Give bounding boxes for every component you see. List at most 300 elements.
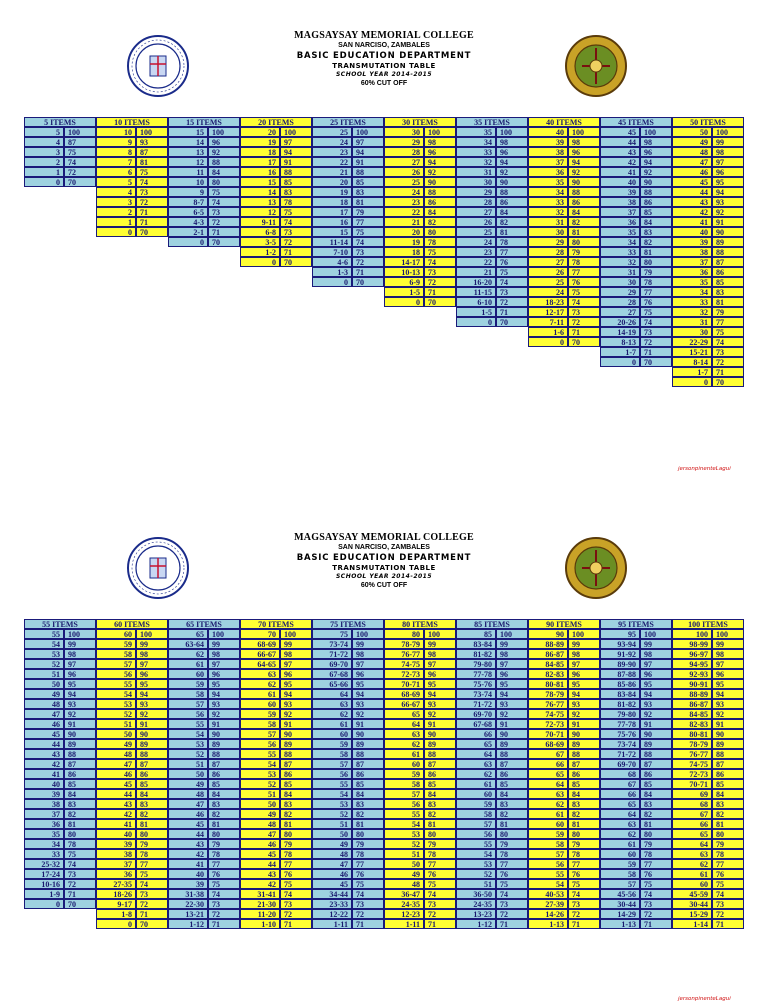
raw-score-cell: 0 [528, 337, 568, 347]
transmuted-grade-cell: 71 [496, 919, 528, 929]
transmuted-grade-cell: 72 [424, 277, 456, 287]
raw-score-cell: 48 [312, 849, 352, 859]
raw-score-cell: 67-68 [312, 669, 352, 679]
transmuted-grade-cell: 78 [568, 257, 600, 267]
transmuted-grade-cell: 70 [280, 257, 312, 267]
raw-score-cell: 25 [456, 227, 496, 237]
transmuted-grade-cell: 78 [640, 849, 672, 859]
raw-score-cell: 77-78 [456, 669, 496, 679]
raw-score-cell: 52 [384, 839, 424, 849]
raw-score-cell: 82-83 [672, 719, 712, 729]
raw-score-cell: 29 [456, 187, 496, 197]
transmuted-grade-cell: 82 [640, 237, 672, 247]
raw-score-cell: 54 [312, 789, 352, 799]
raw-score-cell: 1-6 [528, 327, 568, 337]
transmuted-grade-cell: 98 [712, 147, 744, 157]
transmuted-grade-cell: 79 [568, 839, 600, 849]
raw-score-cell: 45 [240, 849, 280, 859]
raw-score-cell: 57 [312, 759, 352, 769]
raw-score-cell: 59 [240, 709, 280, 719]
transmuted-grade-cell: 81 [568, 227, 600, 237]
transmuted-grade-cell: 95 [496, 679, 528, 689]
transmuted-grade-cell: 94 [280, 689, 312, 699]
raw-score-cell: 50 [384, 859, 424, 869]
raw-score-cell: 79-80 [600, 709, 640, 719]
raw-score-cell: 78-79 [384, 639, 424, 649]
transmuted-grade-cell: 85 [424, 779, 456, 789]
transmuted-grade-cell: 79 [568, 247, 600, 257]
raw-score-cell: 4-6 [312, 257, 352, 267]
transmuted-grade-cell: 72 [208, 909, 240, 919]
raw-score-cell: 50 [24, 679, 64, 689]
raw-score-cell: 51 [384, 849, 424, 859]
raw-score-cell: 35 [672, 277, 712, 287]
raw-score-cell: 51 [24, 669, 64, 679]
transmuted-grade-cell: 76 [568, 869, 600, 879]
raw-score-cell: 43 [168, 839, 208, 849]
raw-score-cell: 22 [384, 207, 424, 217]
transmuted-grade-cell: 98 [640, 649, 672, 659]
raw-score-cell: 25-32 [24, 859, 64, 869]
transmuted-grade-cell: 76 [280, 869, 312, 879]
raw-score-cell: 63 [384, 729, 424, 739]
transmuted-grade-cell: 75 [280, 879, 312, 889]
raw-score-cell: 0 [600, 357, 640, 367]
raw-score-cell: 34-44 [312, 889, 352, 899]
raw-score-cell: 37 [528, 157, 568, 167]
transmuted-grade-cell: 71 [712, 919, 744, 929]
raw-score-cell: 22-29 [672, 337, 712, 347]
transmuted-grade-cell: 94 [496, 689, 528, 699]
transmuted-grade-cell: 88 [208, 157, 240, 167]
raw-score-cell: 68-69 [384, 689, 424, 699]
cutoff-label: 60% CUT OFF [360, 582, 408, 589]
raw-score-cell: 74-75 [528, 709, 568, 719]
raw-score-cell: 33 [672, 297, 712, 307]
transmuted-grade-cell: 97 [280, 137, 312, 147]
transmuted-grade-cell: 94 [352, 147, 384, 157]
raw-score-cell: 45-56 [600, 889, 640, 899]
transmuted-grade-cell: 74 [424, 889, 456, 899]
transmuted-grade-cell: 74 [712, 889, 744, 899]
raw-score-cell: 36 [672, 267, 712, 277]
raw-score-cell: 14 [240, 187, 280, 197]
raw-score-cell: 60 [312, 729, 352, 739]
transmuted-grade-cell: 89 [280, 739, 312, 749]
department-name: BASIC EDUCATION DEPARTMENT [296, 51, 472, 61]
transmuted-grade-cell: 81 [280, 819, 312, 829]
raw-score-cell: 10-13 [384, 267, 424, 277]
transmuted-grade-cell: 72 [640, 337, 672, 347]
raw-score-cell: 21 [456, 267, 496, 277]
raw-score-cell: 48 [240, 819, 280, 829]
raw-score-cell: 46 [672, 167, 712, 177]
raw-score-cell: 86-87 [528, 649, 568, 659]
transmuted-grade-cell: 76 [640, 869, 672, 879]
raw-score-cell: 58 [384, 779, 424, 789]
transmuted-grade-cell: 96 [64, 669, 96, 679]
transmuted-grade-cell: 93 [712, 197, 744, 207]
transmuted-grade-cell: 98 [136, 649, 168, 659]
raw-score-cell: 36 [600, 217, 640, 227]
transmuted-grade-cell: 80 [424, 829, 456, 839]
raw-score-cell: 14-26 [528, 909, 568, 919]
raw-score-cell: 34 [456, 137, 496, 147]
transmuted-grade-cell: 80 [640, 257, 672, 267]
transmuted-grade-cell: 84 [568, 789, 600, 799]
transmuted-grade-cell: 70 [136, 919, 168, 929]
column-header: 95 ITEMS [600, 619, 672, 629]
transmuted-grade-cell: 97 [712, 157, 744, 167]
transmuted-grade-cell: 98 [280, 649, 312, 659]
raw-score-cell: 25 [384, 177, 424, 187]
transmuted-grade-cell: 85 [208, 779, 240, 789]
transmuted-grade-cell: 73 [424, 899, 456, 909]
raw-score-cell: 38 [96, 849, 136, 859]
transmuted-grade-cell: 72 [496, 297, 528, 307]
raw-score-cell: 30 [456, 177, 496, 187]
transmuted-grade-cell: 87 [136, 759, 168, 769]
transmuted-grade-cell: 92 [424, 167, 456, 177]
raw-score-cell: 39 [24, 789, 64, 799]
raw-score-cell: 56 [528, 859, 568, 869]
transmuted-grade-cell: 75 [352, 879, 384, 889]
transmuted-grade-cell: 72 [712, 909, 744, 919]
transmuted-grade-cell: 73 [280, 899, 312, 909]
raw-score-cell: 43 [96, 799, 136, 809]
transmuted-grade-cell: 70 [640, 357, 672, 367]
transmuted-grade-cell: 74 [352, 889, 384, 899]
transmuted-grade-cell: 80 [136, 829, 168, 839]
transmuted-grade-cell: 95 [136, 679, 168, 689]
transmuted-grade-cell: 80 [568, 237, 600, 247]
transmuted-grade-cell: 94 [568, 157, 600, 167]
transmuted-grade-cell: 83 [208, 799, 240, 809]
table-title: TRANSMUTATION TABLE [332, 564, 436, 572]
raw-score-cell: 80-81 [528, 679, 568, 689]
raw-score-cell: 61 [456, 779, 496, 789]
transmuted-grade-cell: 96 [640, 147, 672, 157]
transmuted-grade-cell: 79 [352, 207, 384, 217]
transmuted-grade-cell: 95 [712, 679, 744, 689]
raw-score-cell: 55 [384, 809, 424, 819]
raw-score-cell: 55 [168, 719, 208, 729]
raw-score-cell: 4 [24, 137, 64, 147]
raw-score-cell: 42 [24, 759, 64, 769]
raw-score-cell: 6-9 [384, 277, 424, 287]
raw-score-cell: 1-10 [240, 919, 280, 929]
transmuted-grade-cell: 82 [496, 217, 528, 227]
transmuted-grade-cell: 88 [424, 187, 456, 197]
transmuted-grade-cell: 72 [352, 909, 384, 919]
raw-score-cell: 65 [672, 829, 712, 839]
transmuted-grade-cell: 81 [496, 227, 528, 237]
raw-score-cell: 61 [600, 839, 640, 849]
transmuted-grade-cell: 91 [64, 719, 96, 729]
author-credit: jersonpinenteLagui [678, 996, 731, 1002]
raw-score-cell: 56 [168, 709, 208, 719]
transmuted-grade-cell: 71 [712, 367, 744, 377]
raw-score-cell: 30-44 [600, 899, 640, 909]
column-header: 25 ITEMS [312, 117, 384, 127]
transmuted-grade-cell: 75 [136, 869, 168, 879]
raw-score-cell: 61 [168, 659, 208, 669]
raw-score-cell: 88-89 [528, 639, 568, 649]
raw-score-cell: 12-22 [312, 909, 352, 919]
transmuted-grade-cell: 85 [352, 177, 384, 187]
transmuted-grade-cell: 84 [568, 207, 600, 217]
transmuted-grade-cell: 87 [208, 759, 240, 769]
raw-score-cell: 24-35 [384, 899, 424, 909]
transmuted-grade-cell: 79 [352, 839, 384, 849]
transmuted-grade-cell: 80 [208, 177, 240, 187]
raw-score-cell: 22 [312, 157, 352, 167]
transmuted-grade-cell: 95 [568, 679, 600, 689]
raw-score-cell: 40 [96, 829, 136, 839]
transmuted-grade-cell: 72 [280, 909, 312, 919]
raw-score-cell: 64 [456, 749, 496, 759]
raw-score-cell: 18 [312, 197, 352, 207]
raw-score-cell: 57 [528, 849, 568, 859]
raw-score-cell: 2 [96, 207, 136, 217]
raw-score-cell: 80-81 [672, 729, 712, 739]
raw-score-cell: 66 [456, 729, 496, 739]
transmuted-grade-cell: 94 [640, 157, 672, 167]
transmuted-grade-cell: 72 [496, 909, 528, 919]
raw-score-cell: 44 [96, 789, 136, 799]
transmuted-grade-cell: 78 [424, 849, 456, 859]
transmuted-grade-cell: 79 [712, 839, 744, 849]
transmuted-grade-cell: 88 [568, 749, 600, 759]
transmuted-grade-cell: 81 [712, 297, 744, 307]
raw-score-cell: 34 [24, 839, 64, 849]
raw-score-cell: 1 [96, 217, 136, 227]
transmuted-grade-cell: 97 [496, 659, 528, 669]
raw-score-cell: 5 [24, 127, 64, 137]
raw-score-cell: 0 [24, 899, 64, 909]
raw-score-cell: 52 [24, 659, 64, 669]
transmuted-grade-cell: 99 [64, 639, 96, 649]
transmuted-grade-cell: 76 [496, 869, 528, 879]
raw-score-cell: 43 [24, 749, 64, 759]
transmuted-grade-cell: 91 [640, 719, 672, 729]
transmuted-grade-cell: 92 [64, 709, 96, 719]
transmuted-grade-cell: 85 [640, 779, 672, 789]
transmuted-grade-cell: 96 [136, 669, 168, 679]
transmuted-grade-cell: 72 [424, 909, 456, 919]
transmuted-grade-cell: 100 [640, 629, 672, 639]
transmuted-grade-cell: 83 [424, 799, 456, 809]
raw-score-cell: 27 [600, 307, 640, 317]
raw-score-cell: 36-50 [456, 889, 496, 899]
raw-score-cell: 68-69 [240, 639, 280, 649]
transmuted-grade-cell: 98 [424, 137, 456, 147]
raw-score-cell: 3-5 [240, 237, 280, 247]
transmuted-grade-cell: 87 [136, 147, 168, 157]
transmuted-grade-cell: 81 [568, 819, 600, 829]
transmuted-grade-cell: 76 [208, 869, 240, 879]
transmuted-grade-cell: 88 [64, 749, 96, 759]
transmuted-grade-cell: 72 [712, 357, 744, 367]
transmuted-grade-cell: 97 [136, 659, 168, 669]
raw-score-cell: 13 [168, 147, 208, 157]
transmuted-grade-cell: 89 [352, 739, 384, 749]
transmuted-grade-cell: 74 [640, 889, 672, 899]
transmuted-grade-cell: 84 [424, 207, 456, 217]
transmuted-grade-cell: 93 [136, 699, 168, 709]
raw-score-cell: 10-16 [24, 879, 64, 889]
raw-score-cell: 1-7 [600, 347, 640, 357]
raw-score-cell: 18 [384, 247, 424, 257]
transmuted-grade-cell: 94 [280, 147, 312, 157]
raw-score-cell: 26 [456, 217, 496, 227]
transmuted-grade-cell: 81 [136, 819, 168, 829]
raw-score-cell: 33 [456, 147, 496, 157]
transmuted-grade-cell: 71 [568, 919, 600, 929]
transmuted-grade-cell: 72 [64, 167, 96, 177]
raw-score-cell: 40 [528, 127, 568, 137]
raw-score-cell: 11 [168, 167, 208, 177]
raw-score-cell: 0 [168, 237, 208, 247]
raw-score-cell: 82-83 [528, 669, 568, 679]
transmuted-grade-cell: 93 [568, 699, 600, 709]
transmuted-grade-cell: 77 [352, 859, 384, 869]
raw-score-cell: 59 [96, 639, 136, 649]
raw-score-cell: 65 [456, 739, 496, 749]
raw-score-cell: 1 [24, 167, 64, 177]
raw-score-cell: 65 [384, 709, 424, 719]
raw-score-cell: 49 [96, 739, 136, 749]
transmuted-grade-cell: 100 [496, 629, 528, 639]
raw-score-cell: 49 [240, 809, 280, 819]
transmuted-grade-cell: 88 [280, 167, 312, 177]
raw-score-cell: 9-11 [240, 217, 280, 227]
raw-score-cell: 48 [672, 147, 712, 157]
raw-score-cell: 6-8 [240, 227, 280, 237]
raw-score-cell: 4 [96, 187, 136, 197]
raw-score-cell: 53 [168, 739, 208, 749]
transmuted-grade-cell: 88 [568, 187, 600, 197]
raw-score-cell: 14-29 [600, 909, 640, 919]
raw-score-cell: 63 [312, 699, 352, 709]
transmuted-grade-cell: 80 [568, 829, 600, 839]
raw-score-cell: 23 [384, 197, 424, 207]
raw-score-cell: 15-29 [672, 909, 712, 919]
raw-score-cell: 46 [168, 809, 208, 819]
raw-score-cell: 42 [96, 809, 136, 819]
transmuted-grade-cell: 78 [712, 849, 744, 859]
transmuted-grade-cell: 78 [640, 277, 672, 287]
raw-score-cell: 15 [312, 227, 352, 237]
transmuted-grade-cell: 86 [208, 769, 240, 779]
raw-score-cell: 26 [528, 267, 568, 277]
raw-score-cell: 54 [24, 639, 64, 649]
raw-score-cell: 31 [528, 217, 568, 227]
transmuted-grade-cell: 71 [136, 217, 168, 227]
raw-score-cell: 65-66 [312, 679, 352, 689]
raw-score-cell: 45 [24, 729, 64, 739]
raw-score-cell: 12 [240, 207, 280, 217]
transmuted-grade-cell: 88 [640, 187, 672, 197]
transmuted-grade-cell: 83 [352, 799, 384, 809]
transmuted-grade-cell: 73 [352, 899, 384, 909]
raw-score-cell: 62 [456, 769, 496, 779]
raw-score-cell: 42 [600, 157, 640, 167]
transmuted-grade-cell: 88 [712, 749, 744, 759]
transmuted-grade-cell: 95 [712, 177, 744, 187]
raw-score-cell: 7 [96, 157, 136, 167]
transmuted-grade-cell: 78 [496, 237, 528, 247]
transmuted-grade-cell: 91 [424, 719, 456, 729]
page-header [0, 502, 768, 589]
transmuted-grade-cell: 86 [64, 769, 96, 779]
raw-score-cell: 60 [168, 669, 208, 679]
raw-score-cell: 50 [312, 829, 352, 839]
raw-score-cell: 66 [600, 789, 640, 799]
raw-score-cell: 69 [672, 789, 712, 799]
transmuted-grade-cell: 84 [208, 167, 240, 177]
raw-score-cell: 24-35 [456, 899, 496, 909]
raw-score-cell: 27 [456, 207, 496, 217]
raw-score-cell: 62 [528, 799, 568, 809]
transmuted-grade-cell: 70 [64, 899, 96, 909]
raw-score-cell: 57 [96, 659, 136, 669]
raw-score-cell: 47 [240, 829, 280, 839]
raw-score-cell: 63 [240, 669, 280, 679]
raw-score-cell: 86-87 [672, 699, 712, 709]
raw-score-cell: 73-74 [312, 639, 352, 649]
raw-score-cell: 43 [240, 869, 280, 879]
raw-score-cell: 10 [168, 177, 208, 187]
raw-score-cell: 56 [240, 739, 280, 749]
raw-score-cell: 67 [528, 749, 568, 759]
raw-score-cell: 60 [240, 699, 280, 709]
raw-score-cell: 59 [168, 679, 208, 689]
transmuted-grade-cell: 85 [712, 277, 744, 287]
raw-score-cell: 36 [24, 819, 64, 829]
transmuted-grade-cell: 88 [712, 247, 744, 257]
transmuted-grade-cell: 71 [280, 247, 312, 257]
raw-score-cell: 20 [312, 177, 352, 187]
raw-score-cell: 1-8 [96, 909, 136, 919]
raw-score-cell: 0 [96, 227, 136, 237]
raw-score-cell: 63 [600, 819, 640, 829]
transmuted-grade-cell: 71 [208, 919, 240, 929]
transmuted-grade-cell: 97 [352, 137, 384, 147]
transmuted-grade-cell: 87 [280, 759, 312, 769]
transmuted-grade-cell: 74 [64, 157, 96, 167]
raw-score-cell: 27 [528, 257, 568, 267]
raw-score-cell: 38 [600, 197, 640, 207]
raw-score-cell: 0 [24, 177, 64, 187]
raw-score-cell: 11-14 [312, 237, 352, 247]
raw-score-cell: 48 [168, 789, 208, 799]
transmuted-grade-cell: 78 [64, 839, 96, 849]
raw-score-cell: 21-30 [240, 899, 280, 909]
transmuted-grade-cell: 79 [280, 839, 312, 849]
transmuted-grade-cell: 85 [352, 779, 384, 789]
transmuted-grade-cell: 83 [280, 799, 312, 809]
raw-score-cell: 55 [456, 839, 496, 849]
raw-score-cell: 73-74 [456, 689, 496, 699]
transmuted-grade-cell: 92 [496, 167, 528, 177]
transmuted-grade-cell: 94 [424, 689, 456, 699]
raw-score-cell: 66 [672, 819, 712, 829]
transmuted-grade-cell: 74 [208, 197, 240, 207]
transmuted-grade-cell: 82 [208, 809, 240, 819]
transmuted-grade-cell: 72 [280, 237, 312, 247]
raw-score-cell: 66-67 [240, 649, 280, 659]
